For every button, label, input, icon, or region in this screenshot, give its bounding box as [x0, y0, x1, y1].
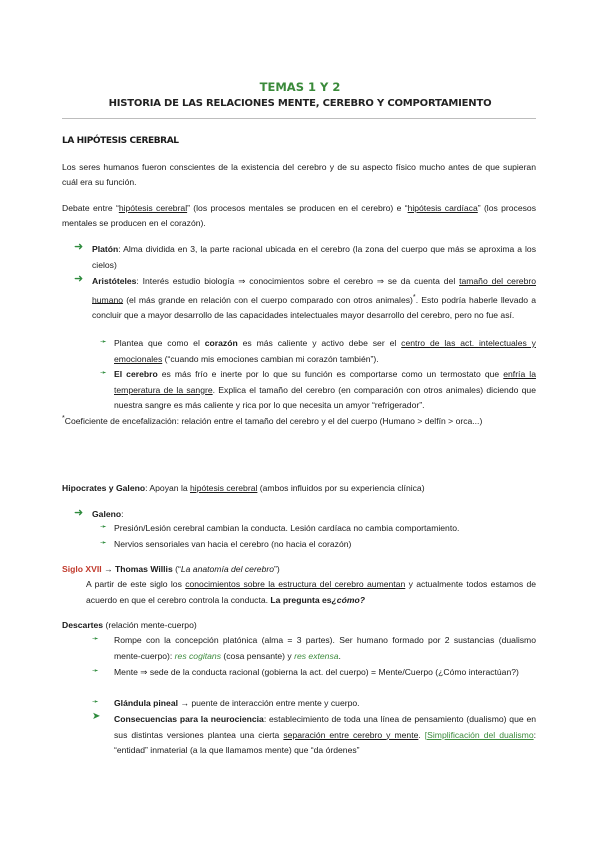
text-run: →: [101, 564, 116, 574]
term-bold: La pregunta es: [270, 594, 332, 605]
arrow-right-icon: ➜: [74, 273, 84, 285]
descartes-item-1: [114, 633, 536, 664]
term-bold: Aristóteles: [92, 276, 137, 286]
text-run: → puente de interacción entre mente y cuerpo.: [178, 698, 360, 708]
descartes-item-2: Mente ⇒ sede de la conducta racional (gobierna la act. del cuerpo) = Mente/Cuerpo (¿Cómo interactúan?): [114, 667, 519, 677]
arrowhead-icon: ➛: [92, 666, 99, 675]
descartes-item-4: [114, 712, 536, 759]
text-run: es más frío e inerte por lo que su función es comportarse como un termostato que: [157, 369, 504, 379]
arrowhead-icon: ➛: [100, 337, 107, 346]
text-run: . Esto podría haberle llevado a concluir que a mayor desarrollo de las capacidades intelectuales mayor desarrollo del cerebro, pero no fue así.: [92, 294, 536, 320]
text-run: . Explica el tamaño del cerebro (en comparación con otros animales) diciendo que nuestra sangre es más caliente y rica por lo que necesita un amyor “refrigerador”.: [114, 384, 536, 410]
underlined-term: conocimientos sobre la estructura del cerebro aumentan: [185, 579, 406, 589]
text-run: (“: [172, 564, 181, 574]
arrowhead-icon: ➛: [100, 522, 107, 531]
arrow-right-icon: ➜: [74, 241, 84, 253]
text-run: : “entidad” inmaterial (a la que llamamos mente) que “da órdenes”: [114, 729, 536, 755]
text-run: : establecimiento de toda una línea de pensamiento (dualismo) que en sus distintas versiones plantea una cierta: [114, 714, 537, 740]
underlined-term: tamaño del cerebro humano: [92, 276, 537, 305]
galeno-sub-2: Nervios sensoriales van hacia el cerebro (no hacia el corazón): [114, 539, 352, 549]
term-bold: Galeno: [92, 509, 122, 519]
text-run: es más caliente y activo debe ser el: [237, 338, 402, 348]
galeno-sub-1: Presión/Lesión cerebral cambian la conducta. Lesión cardíaca no cambia comportamiento.: [114, 523, 460, 533]
term-bold: Glándula pineal: [114, 698, 178, 708]
section-heading: LA HIPÓTESIS CEREBRAL: [62, 136, 179, 146]
footnote-marker: *: [62, 414, 65, 422]
aristoteles-sub-corazon: [114, 336, 536, 367]
text-run: (“cuando mis emociones cambian mi corazón también”).: [162, 353, 379, 364]
question-text: ¿cómo?: [331, 594, 365, 605]
siglo-heading: [62, 562, 536, 577]
underlined-term: centro de las act. intelectuales y emocionales: [114, 338, 536, 364]
text-run: : Apoyan la: [145, 483, 191, 493]
siglo-paragraph: [86, 577, 536, 608]
book-title: La anatomía del cerebro: [180, 564, 275, 574]
latin-term: res extensa: [294, 650, 339, 661]
descartes-item-3: [114, 696, 536, 712]
text-run: .: [338, 650, 341, 661]
hipocrates-paragraph: [62, 481, 536, 496]
underlined-term-green: [Simplificación del dualismo: [424, 729, 534, 740]
text-run: (ambos influidos por su experiencia clínica): [257, 483, 425, 493]
underlined-term: hipótesis cardíaca: [407, 203, 478, 213]
text-run: Plantea que como el: [114, 338, 205, 348]
arrowhead-icon: ➤: [92, 711, 101, 722]
text-run: (cosa pensante) y: [221, 650, 295, 661]
underlined-term: enfría la temperatura de la sangre: [114, 369, 536, 395]
arrowhead-icon: ➛: [92, 634, 99, 643]
term-bold: corazón: [204, 338, 238, 348]
term-bold: Consecuencias para la neurociencia: [114, 714, 264, 724]
aristoteles-sub-cerebro: [114, 367, 536, 414]
text-run: Rompe con la concepción platónica (alma = 3 partes). Ser humano formado por 2 sustancias (dualismo mente-cuerpo):: [114, 635, 536, 661]
term-bold: Descartes: [62, 620, 104, 630]
footnote-marker: *: [412, 292, 416, 301]
text-run: Coeficiente de encefalización: relación entre el tamaño del cerebro y el del cuerpo (Humano > delfín > orca...): [64, 415, 483, 426]
century-label: Siglo XVII: [62, 564, 102, 574]
footnote: [62, 411, 536, 429]
latin-term: res cogitans: [174, 650, 222, 661]
arrowhead-icon: ➛: [100, 538, 107, 547]
arrowhead-icon: ➛: [92, 697, 99, 706]
text-run: (el más grande en relación con el cuerpo comparado con otros animales): [123, 294, 413, 305]
arrow-right-icon: ➜: [74, 507, 84, 519]
term-bold: Hipocrates y Galeno: [62, 483, 146, 493]
text-run: (relación mente-cuerpo): [103, 620, 197, 630]
aristoteles-item: [92, 274, 536, 323]
text-run: .: [418, 729, 425, 740]
text-run: : Interés estudio biología ⇒ conocimientos sobre el cerebro ⇒ se da cuenta del: [136, 276, 460, 286]
title-divider: [62, 118, 536, 119]
text-run: :: [121, 509, 124, 519]
text-run: y actualmente todos estamos de acuerdo en que el cerebro controla la conducta.: [86, 579, 537, 605]
platon-item: [92, 242, 536, 273]
text-run: Debate entre “: [62, 203, 119, 213]
debate-paragraph: [62, 201, 536, 231]
document-subtitle: HISTORIA DE LAS RELACIONES MENTE, CEREBRO Y COMPORTAMIENTO: [108, 98, 492, 109]
term-bold: Thomas Willis: [115, 564, 173, 574]
arrowhead-icon: ➛: [100, 368, 107, 377]
underlined-term: hipótesis cerebral: [118, 203, 188, 213]
intro-paragraph: Los seres humanos fueron conscientes de la existencia del cerebro y de su aspecto físico mucho antes de que supieran cuál era su función.: [62, 162, 536, 187]
underlined-term: hipótesis cerebral: [190, 483, 258, 493]
descartes-heading: [62, 618, 536, 633]
text-run: ” (los procesos mentales se producen en el cerebro) e “: [187, 203, 408, 213]
underlined-term: separación entre cerebro y mente: [283, 729, 419, 740]
document-title: TEMAS 1 Y 2: [259, 80, 341, 94]
text-run: : Alma dividida en 3, la parte racional ubicada en el cerebro (la zona del cuerpo que más se aproxima a los cielos): [92, 244, 536, 270]
text-run: A partir de este siglo los: [86, 579, 186, 589]
term-bold: Platón: [92, 244, 119, 254]
text-run: ”): [274, 564, 280, 574]
text-run: ” (los procesos mentales se producen en el corazón).: [62, 203, 536, 228]
term-bold: El cerebro: [114, 369, 158, 379]
